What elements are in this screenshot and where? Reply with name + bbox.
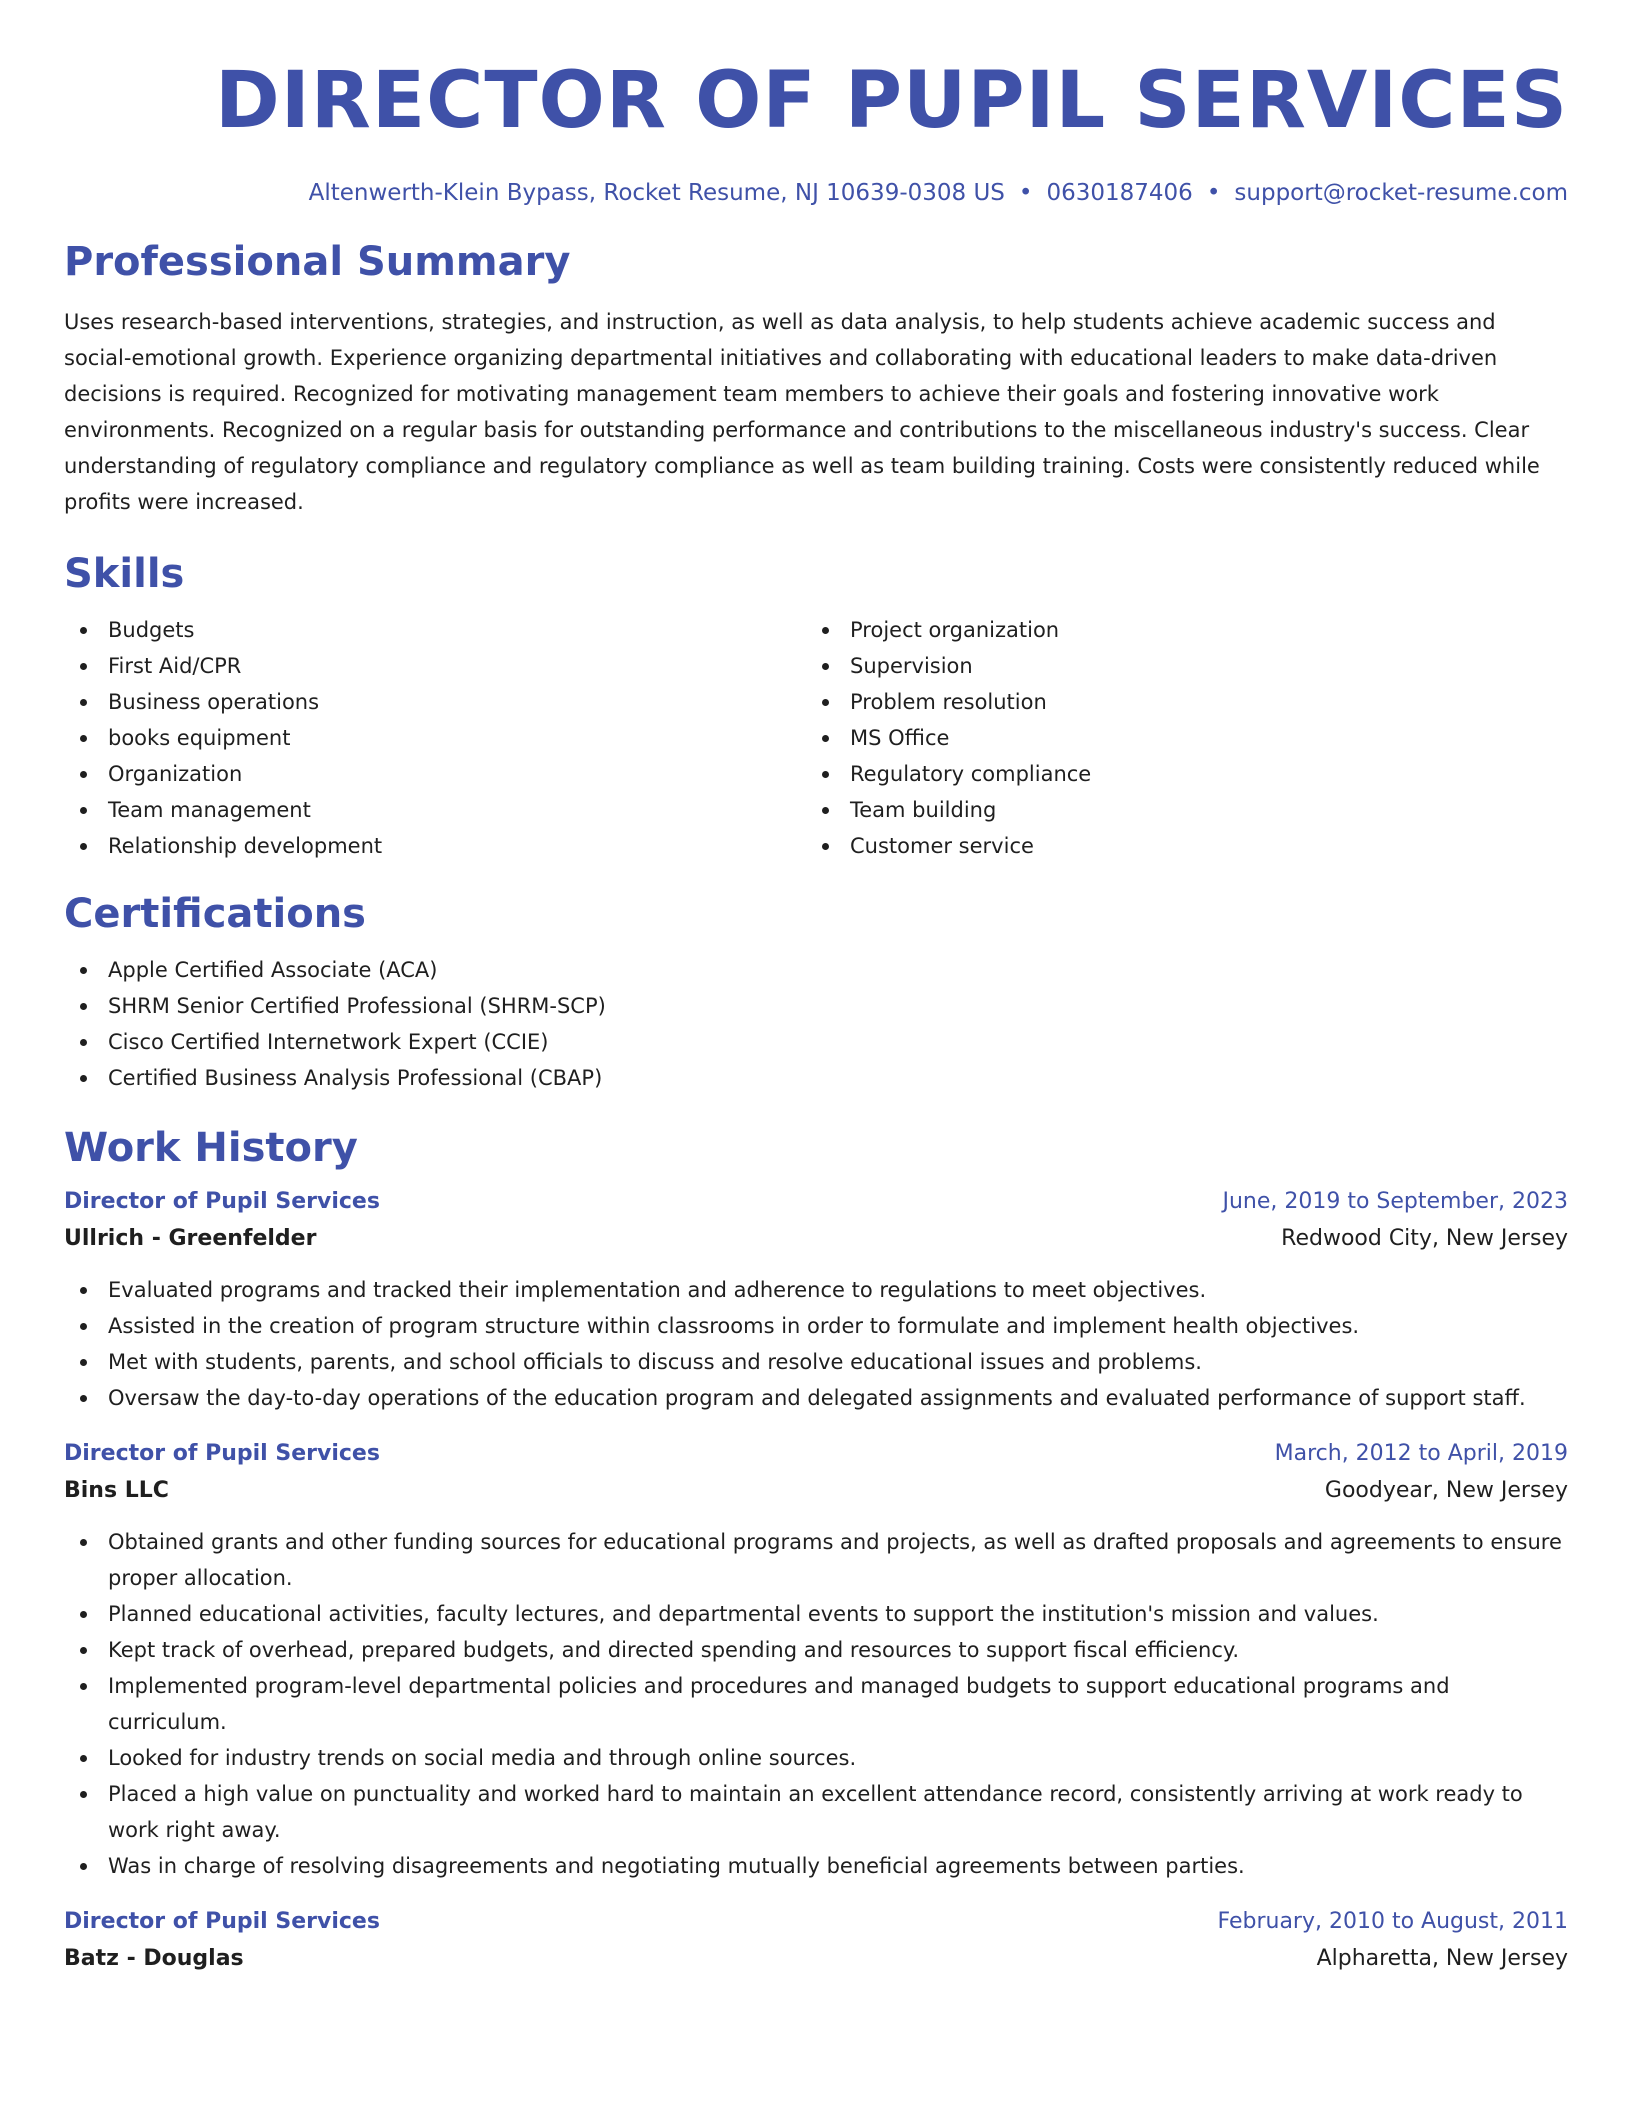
job-entry bbox=[64, 1436, 1568, 1884]
job-duty-item: Assisted in the creation of program structure within classrooms in order to formulate and implement health objectives. bbox=[64, 1308, 1568, 1344]
job-company: Bins LLC bbox=[64, 1478, 169, 1503]
job-location: Alpharetta, New Jersey bbox=[1316, 1946, 1568, 1971]
job-subheader bbox=[64, 1940, 1568, 1978]
skills-list bbox=[64, 612, 1568, 864]
skill-item: Team building bbox=[806, 792, 1548, 828]
skill-item: MS Office bbox=[806, 720, 1548, 756]
contact-address: Altenwerth-Klein Bypass, Rocket Resume, NJ 10639-0308 US bbox=[308, 180, 1005, 206]
job-duties bbox=[64, 1524, 1568, 1884]
contact-separator: • bbox=[1206, 180, 1221, 206]
skill-item: Business operations bbox=[64, 684, 806, 720]
job-subheader bbox=[64, 1220, 1568, 1258]
job-dates: March, 2012 to April, 2019 bbox=[1274, 1441, 1568, 1466]
summary-text: Uses research-based interventions, strategies, and instruction, as well as data analysis, to help students achieve academic success and social-emotional growth. Experience organizing departmental initiatives and collaborating with educational leaders to make data-driven decisions is required. Recognized for motivating management team members to achieve their goals and fostering innovative work environments. Recognized on a regular basis for outstanding performance and contributions to the miscellaneous industry's success. Clear understanding of regulatory compliance and regulatory compliance as well as team building training. Costs were consistently reduced while profits were increased. bbox=[64, 310, 1540, 514]
contact-phone: 0630187406 bbox=[1046, 180, 1193, 206]
job-duty-item: Met with students, parents, and school officials to discuss and resolve educational issues and problems. bbox=[64, 1344, 1568, 1380]
certification-item: SHRM Senior Certified Professional (SHRM-SCP) bbox=[64, 988, 1568, 1024]
job-duty-item: Obtained grants and other funding sources for educational programs and projects, as well as drafted proposals and agreements to ensure proper allocation. bbox=[64, 1524, 1568, 1596]
skill-item: First Aid/CPR bbox=[64, 648, 806, 684]
job-header bbox=[64, 1904, 1568, 1940]
skills-column-left bbox=[64, 612, 806, 864]
certification-item: Certified Business Analysis Professional (CBAP) bbox=[64, 1060, 1568, 1096]
job-entry bbox=[64, 1904, 1568, 1978]
skills-heading: Skills bbox=[64, 551, 185, 597]
job-location: Goodyear, New Jersey bbox=[1324, 1478, 1568, 1503]
contact-email[interactable]: support@rocket-resume.com bbox=[1234, 180, 1568, 206]
skills-column-right bbox=[806, 612, 1548, 864]
job-duty-item: Kept track of overhead, prepared budgets, and directed spending and resources to support fiscal efficiency. bbox=[64, 1632, 1568, 1668]
skill-item: books equipment bbox=[64, 720, 806, 756]
skill-item: Customer service bbox=[806, 828, 1548, 864]
job-title: Director of Pupil Services bbox=[64, 1909, 380, 1934]
job-title: Director of Pupil Services bbox=[64, 1189, 380, 1214]
certification-item: Apple Certified Associate (ACA) bbox=[64, 952, 1568, 988]
skill-item: Relationship development bbox=[64, 828, 806, 864]
job-duty-item: Was in charge of resolving disagreements and negotiating mutually beneficial agreements between parties. bbox=[64, 1848, 1568, 1884]
job-duty-item: Oversaw the day-to-day operations of the education program and delegated assignments and evaluated performance of support staff. bbox=[64, 1380, 1568, 1416]
certification-item: Cisco Certified Internetwork Expert (CCIE) bbox=[64, 1024, 1568, 1060]
skill-item: Budgets bbox=[64, 612, 806, 648]
skill-item: Supervision bbox=[806, 648, 1548, 684]
skill-item: Problem resolution bbox=[806, 684, 1548, 720]
work-history-heading: Work History bbox=[64, 1125, 358, 1171]
skill-item: Project organization bbox=[806, 612, 1548, 648]
contact-separator: • bbox=[1018, 180, 1033, 206]
skill-item: Team management bbox=[64, 792, 806, 828]
job-header bbox=[64, 1184, 1568, 1220]
job-subheader bbox=[64, 1472, 1568, 1510]
job-duties bbox=[64, 1272, 1568, 1416]
job-duty-item: Evaluated programs and tracked their implementation and adherence to regulations to meet objectives. bbox=[64, 1272, 1568, 1308]
job-duty-item: Planned educational activities, faculty lectures, and departmental events to support the institution's mission and values. bbox=[64, 1596, 1568, 1632]
job-dates: June, 2019 to September, 2023 bbox=[1222, 1189, 1568, 1214]
certifications-list bbox=[64, 952, 1568, 1096]
resume-page bbox=[64, 0, 1568, 1978]
summary-heading: Professional Summary bbox=[64, 239, 571, 285]
skill-item: Organization bbox=[64, 756, 806, 792]
job-entry bbox=[64, 1184, 1568, 1416]
skill-item: Regulatory compliance bbox=[806, 756, 1548, 792]
job-duty-item: Looked for industry trends on social media and through online sources. bbox=[64, 1740, 1568, 1776]
job-title: Director of Pupil Services bbox=[64, 1441, 380, 1466]
job-company: Ullrich - Greenfelder bbox=[64, 1226, 317, 1251]
resume-title: DIRECTOR OF PUPIL SERVICES bbox=[215, 56, 1568, 146]
job-dates: February, 2010 to August, 2011 bbox=[1217, 1909, 1568, 1934]
job-header bbox=[64, 1436, 1568, 1472]
certifications-heading: Certifications bbox=[64, 891, 366, 937]
job-duty-item: Placed a high value on punctuality and worked hard to maintain an excellent attendance record, consistently arriving at work ready to work right away. bbox=[64, 1776, 1568, 1848]
job-duty-item: Implemented program-level departmental policies and procedures and managed budgets to support educational programs and curriculum. bbox=[64, 1668, 1568, 1740]
job-company: Batz - Douglas bbox=[64, 1946, 244, 1971]
contact-line bbox=[64, 178, 1568, 208]
job-location: Redwood City, New Jersey bbox=[1281, 1226, 1568, 1251]
